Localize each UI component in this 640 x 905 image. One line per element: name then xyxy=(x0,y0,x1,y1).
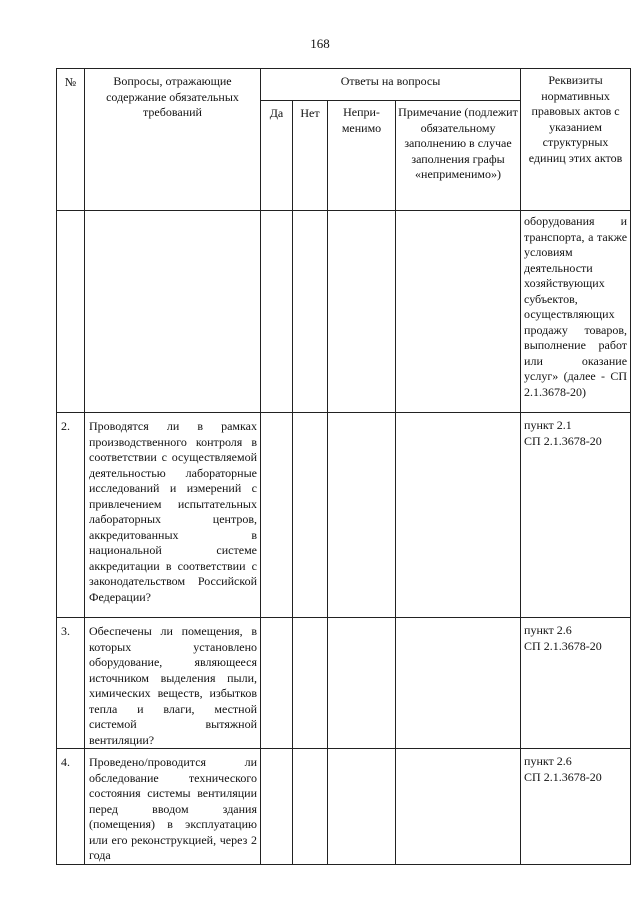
cell-yes xyxy=(261,413,293,618)
table-row-continuation xyxy=(57,211,631,413)
cell-question xyxy=(85,211,261,413)
requisite-clause: пункт 2.6 xyxy=(524,623,572,637)
row-number: 4. xyxy=(57,749,85,865)
cell-yes xyxy=(261,211,293,413)
table-row xyxy=(57,618,631,749)
header-note: Примечание (подлежит обязательному заполнению в случае заполнения графы «неприменимо») xyxy=(396,101,521,211)
cell-no xyxy=(293,413,328,618)
cell-na xyxy=(328,413,396,618)
row-requisites xyxy=(521,413,631,618)
row-number: 2. xyxy=(57,413,85,618)
cell-yes xyxy=(261,749,293,865)
page-number: 168 xyxy=(310,36,330,51)
header-num: № xyxy=(57,69,85,211)
row-question: Проведено/проводится ли обследование технического состояния системы вентиляции перед вводом здания (помещения) в эксплуатацию или его реконструкцией, через 2 года xyxy=(85,749,261,865)
cell-no xyxy=(293,749,328,865)
cell-note xyxy=(396,749,521,865)
requisite-act: СП 2.1.3678-20 xyxy=(524,638,602,653)
requisite-act: СП 2.1.3678-20 xyxy=(524,769,602,784)
requirements-table xyxy=(56,68,631,865)
header-answers: Ответы на вопросы xyxy=(261,69,521,101)
header-no: Нет xyxy=(293,101,328,211)
row-number: 3. xyxy=(57,618,85,749)
requisite-clause: пункт 2.6 xyxy=(524,754,572,768)
requisite-act: СП 2.1.3678-20 xyxy=(524,433,602,448)
cell-na xyxy=(328,749,396,865)
cell-na xyxy=(328,211,396,413)
cell-note xyxy=(396,618,521,749)
requisite-clause: пункт 2.1 xyxy=(524,418,572,432)
cell-requisites: оборудования и транспорта, а также условиям деятельности хозяйствующих субъектов, осуществляющих продажу товаров, выполнение работ или оказание услуг» (далее - СП 2.1.3678-20) xyxy=(521,211,631,413)
table-row xyxy=(57,413,631,618)
row-question: Обеспечены ли помещения, в которых установлено оборудование, являющееся источником выделения пыли, химических веществ, избытков тепла и влаги, местной системой вытяжной вентиляции? xyxy=(85,618,261,749)
header-yes: Да xyxy=(261,101,293,211)
header-requisites: Реквизиты нормативных правовых актов с указанием структурных единиц этих актов xyxy=(521,69,631,211)
header-questions: Вопросы, отражающие содержание обязательных требований xyxy=(85,69,261,211)
cell-yes xyxy=(261,618,293,749)
cell-no xyxy=(293,211,328,413)
header-not-applicable: Непри-менимо xyxy=(328,101,396,211)
table-row xyxy=(57,749,631,865)
cell-num xyxy=(57,211,85,413)
cell-note xyxy=(396,211,521,413)
cell-na xyxy=(328,618,396,749)
row-requisites xyxy=(521,618,631,749)
cell-no xyxy=(293,618,328,749)
header-row xyxy=(57,69,631,101)
cell-note xyxy=(396,413,521,618)
row-question: Проводятся ли в рамках производственного контроля в соответствии с осуществляемой деятельностью лабораторные исследований и измерений с привлечением испытательных лабораторных центров, аккредитованных в национальной системе аккредитации в соответствии с законодательством Российской Федерации? xyxy=(85,413,261,618)
row-requisites xyxy=(521,749,631,865)
